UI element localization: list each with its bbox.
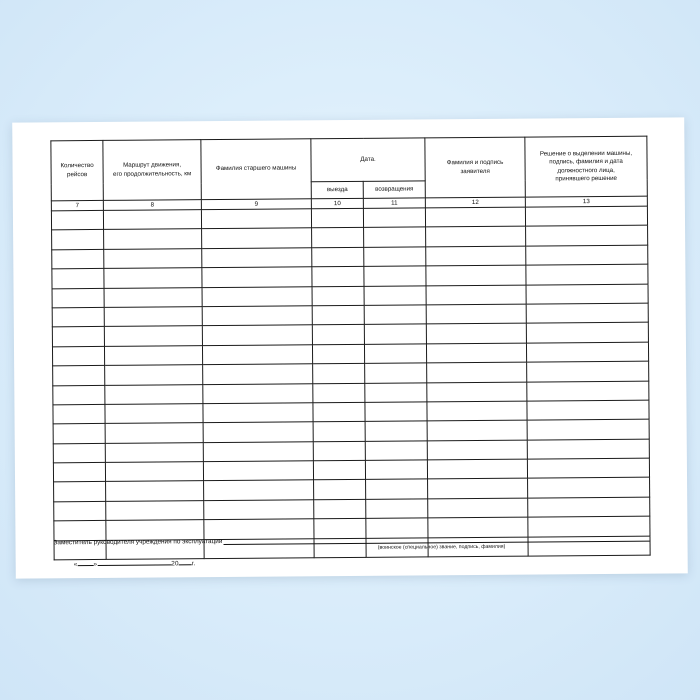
col-number-9: 9	[201, 199, 311, 210]
table-cell	[527, 381, 649, 401]
table-cell	[526, 342, 648, 362]
table-cell	[312, 247, 364, 267]
col-number-12: 12	[425, 197, 525, 208]
table-cell	[527, 400, 649, 420]
table-cell	[426, 285, 526, 305]
table-cell	[366, 499, 428, 519]
table-cell	[52, 230, 104, 250]
col-number-7: 7	[51, 200, 103, 210]
day-blank	[77, 565, 93, 566]
table-cell	[203, 403, 313, 423]
table-cell	[312, 305, 364, 325]
header-date: Дата.	[311, 138, 425, 182]
table-cell	[426, 246, 526, 266]
table-cell	[365, 441, 427, 461]
table-cell	[105, 462, 203, 482]
table-cell	[203, 364, 313, 384]
table-cell	[204, 500, 314, 520]
table-cell	[314, 480, 366, 500]
table-cell	[525, 206, 647, 226]
table-cell	[105, 365, 203, 385]
table-cell	[528, 478, 650, 498]
table-cell	[104, 326, 202, 346]
table-cell	[428, 479, 528, 499]
table-cell	[53, 404, 105, 424]
table-cell	[203, 441, 313, 461]
table-cell	[202, 267, 312, 287]
table-cell	[313, 422, 365, 442]
table-cell	[202, 228, 312, 248]
date-quote-open: «	[73, 561, 78, 569]
table-cell	[526, 245, 648, 265]
table-cell	[425, 207, 525, 227]
document-sheet	[12, 117, 688, 578]
table-cell	[426, 343, 526, 363]
table-cell	[104, 345, 202, 365]
table-cell	[528, 497, 650, 517]
table-cell	[426, 227, 526, 247]
table-cell	[53, 385, 105, 405]
header-date-departure: выезда	[311, 181, 363, 198]
table-cell	[527, 419, 649, 439]
table-cell	[313, 441, 365, 461]
date-line	[54, 557, 650, 569]
table-cell	[53, 443, 105, 463]
table-cell	[53, 463, 105, 483]
table-cell	[365, 363, 427, 383]
journal-table	[50, 136, 650, 561]
table-cell	[105, 442, 203, 462]
table-cell	[426, 265, 526, 285]
table-cell	[527, 361, 649, 381]
table-cell	[311, 208, 363, 228]
year-suffix: г.	[191, 560, 196, 568]
table-cell	[364, 324, 426, 344]
header-trips-count: Количество рейсов	[51, 140, 103, 200]
header-date-return: возвращения	[363, 181, 425, 198]
table-cell	[364, 344, 426, 364]
table-cell	[313, 402, 365, 422]
table-cell	[527, 439, 649, 459]
table-cell	[312, 325, 364, 345]
table-cell	[51, 210, 103, 230]
table-cell	[366, 479, 428, 499]
table-cell	[365, 402, 427, 422]
table-cell	[52, 269, 104, 289]
table-cell	[106, 501, 204, 521]
table-cell	[365, 382, 427, 402]
table-cell	[104, 229, 202, 249]
table-cell	[312, 286, 364, 306]
table-cell	[527, 458, 649, 478]
table-cell	[526, 226, 648, 246]
table-cell	[202, 325, 312, 345]
table-cell	[202, 248, 312, 268]
table-cell	[203, 383, 313, 403]
signature-caption: (воинское (специальное) звание, подпись, фамилия)	[377, 543, 506, 551]
table-cell	[313, 364, 365, 384]
table-cell	[201, 209, 311, 229]
table-cell	[104, 268, 202, 288]
table-cell	[364, 247, 426, 267]
table-cell	[365, 421, 427, 441]
table-cell	[54, 501, 106, 521]
table-cell	[526, 284, 648, 304]
table-cell	[203, 422, 313, 442]
header-applicant: Фамилия и подпись заявителя	[425, 137, 525, 198]
table-cell	[526, 303, 648, 323]
table-cell	[105, 384, 203, 404]
signature-label: Заместитель руководителя учреждения по эксплуатации	[53, 538, 223, 547]
table-cell	[104, 287, 202, 307]
table-cell	[52, 346, 104, 366]
table-cell	[103, 210, 201, 230]
table-cell	[427, 401, 527, 421]
table-cell	[204, 480, 314, 500]
col-number-8: 8	[103, 200, 201, 211]
table-cell	[105, 404, 203, 424]
table-cell	[427, 420, 527, 440]
table-cell	[526, 322, 648, 342]
table-cell	[365, 460, 427, 480]
table-cell	[312, 228, 364, 248]
month-blank	[97, 564, 171, 566]
table-cell	[53, 424, 105, 444]
table-cell	[52, 327, 104, 347]
year-blank	[179, 564, 192, 565]
table-cell	[364, 266, 426, 286]
table-cell	[364, 305, 426, 325]
table-cell	[426, 304, 526, 324]
table-cell	[203, 461, 313, 481]
table-cell	[52, 249, 104, 269]
table-cell	[426, 323, 526, 343]
table-cell	[202, 286, 312, 306]
table-cell	[364, 285, 426, 305]
header-decision: Решение о выделении машины, подпись, фамилия и дата должностного лица, принявшего решение	[525, 136, 647, 197]
col-number-10: 10	[311, 198, 363, 208]
table-cell	[428, 498, 528, 518]
table-head	[51, 136, 648, 211]
col-number-13: 13	[525, 196, 647, 207]
table-cell	[427, 440, 527, 460]
footer-block	[53, 534, 649, 569]
table-cell	[104, 248, 202, 268]
header-senior-surname: Фамилия старшего машины	[201, 139, 311, 200]
table-cell	[53, 366, 105, 386]
table-cell	[427, 459, 527, 479]
table-cell	[54, 482, 106, 502]
table-cell	[104, 307, 202, 327]
table-cell	[313, 460, 365, 480]
table-cell	[105, 423, 203, 443]
table-cell	[202, 345, 312, 365]
col-number-11: 11	[363, 198, 425, 208]
table-cell	[427, 382, 527, 402]
table-cell	[312, 267, 364, 287]
table-cell	[52, 288, 104, 308]
table-cell	[364, 227, 426, 247]
table-cell	[526, 264, 648, 284]
table-cell	[427, 362, 527, 382]
table-cell	[106, 481, 204, 501]
year-prefix: 20	[171, 560, 179, 568]
header-route: Маршрут движения, его продолжительность, км	[103, 140, 201, 201]
table-cell	[313, 383, 365, 403]
table-header-row	[51, 136, 647, 184]
date-quote-close: »	[93, 560, 98, 569]
table-cell	[314, 499, 366, 519]
table-cell	[312, 344, 364, 364]
table-cell	[52, 307, 104, 327]
document-content	[50, 136, 649, 569]
table-body	[51, 206, 650, 560]
table-cell	[202, 306, 312, 326]
table-cell	[363, 208, 425, 228]
